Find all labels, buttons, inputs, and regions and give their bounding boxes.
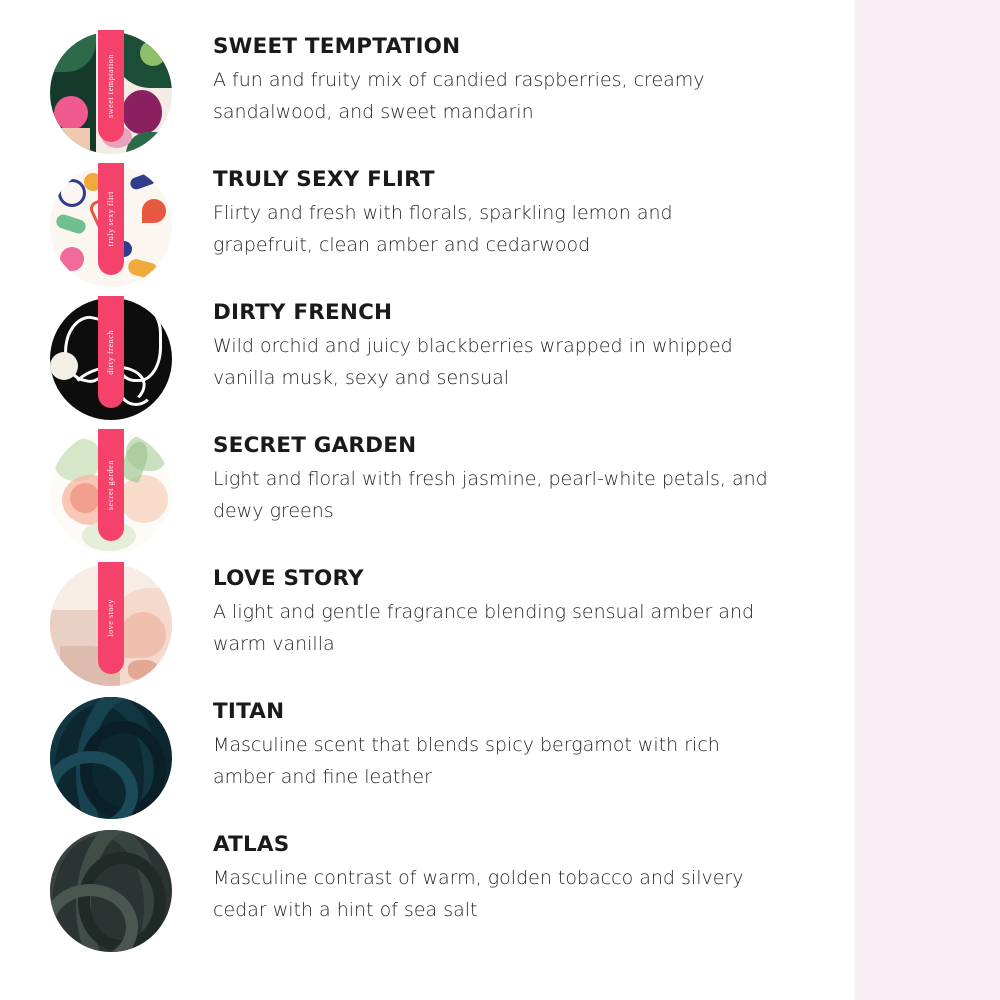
fragrance-description: Wild orchid and juicy blackberries wrapped in whipped vanilla musk, sexy and sensual <box>213 334 733 390</box>
bottle-label-strip <box>98 296 124 408</box>
fragrance-description: Flirty and fresh with florals, sparkling lemon and grapefruit, clean amber and cedarwood <box>213 201 673 257</box>
bottle-label-strip <box>98 562 124 674</box>
fragrance-description: A light and gentle fragrance blending sensual amber and warm vanilla <box>213 600 755 656</box>
thumbnail-artwork <box>50 830 172 952</box>
fragrance-name: TRULY SEXY FLIRT <box>213 167 435 192</box>
fragrance-text <box>172 298 855 395</box>
list-item[interactable] <box>0 298 855 420</box>
fragrance-description: Masculine contrast of warm, golden tobacco and silvery cedar with a hint of sea salt <box>213 866 744 922</box>
bottle-label-text: secret garden <box>106 459 115 511</box>
bottle-label-text: truly sexy flirt <box>106 191 115 247</box>
bottle-label-text: love story <box>106 599 115 637</box>
fragrance-text <box>172 165 855 262</box>
fragrance-thumbnail <box>50 165 172 287</box>
bottle-label-strip <box>98 429 124 541</box>
decorative-right-panel <box>855 0 1000 1000</box>
fragrance-text <box>172 431 855 528</box>
list-item[interactable] <box>0 32 855 154</box>
list-item[interactable] <box>0 431 855 553</box>
fragrance-thumbnail <box>50 298 172 420</box>
thumbnail-artwork <box>50 697 172 819</box>
list-item[interactable] <box>0 830 855 952</box>
fragrance-thumbnail <box>50 830 172 952</box>
list-item[interactable] <box>0 165 855 287</box>
fragrance-name: DIRTY FRENCH <box>213 300 393 325</box>
fragrance-description: Masculine scent that blends spicy bergamot with rich amber and fine leather <box>213 733 720 789</box>
list-item[interactable] <box>0 564 855 686</box>
fragrance-name: SECRET GARDEN <box>213 433 417 458</box>
fragrance-thumbnail <box>50 32 172 154</box>
fragrance-name: SWEET TEMPTATION <box>213 34 461 59</box>
fragrance-name: TITAN <box>213 699 285 724</box>
fragrance-name: ATLAS <box>213 832 290 857</box>
fragrance-text <box>172 32 855 129</box>
fragrance-text <box>172 697 855 794</box>
list-item[interactable] <box>0 697 855 819</box>
fragrance-description: A fun and fruity mix of candied raspberries, creamy sandalwood, and sweet mandarin <box>213 68 705 124</box>
fragrance-thumbnail <box>50 564 172 686</box>
bottle-label-strip <box>98 163 124 275</box>
fragrance-name: LOVE STORY <box>213 566 364 591</box>
bottle-label-text: sweet temptation <box>106 53 115 119</box>
fragrance-thumbnail <box>50 431 172 553</box>
bottle-label-strip <box>98 30 124 142</box>
bottle-label-text: dirty french <box>106 329 115 375</box>
fragrance-description: Light and floral with fresh jasmine, pearl-white petals, and dewy greens <box>213 467 768 523</box>
fragrance-text <box>172 564 855 661</box>
fragrance-text <box>172 830 855 927</box>
fragrance-thumbnail <box>50 697 172 819</box>
